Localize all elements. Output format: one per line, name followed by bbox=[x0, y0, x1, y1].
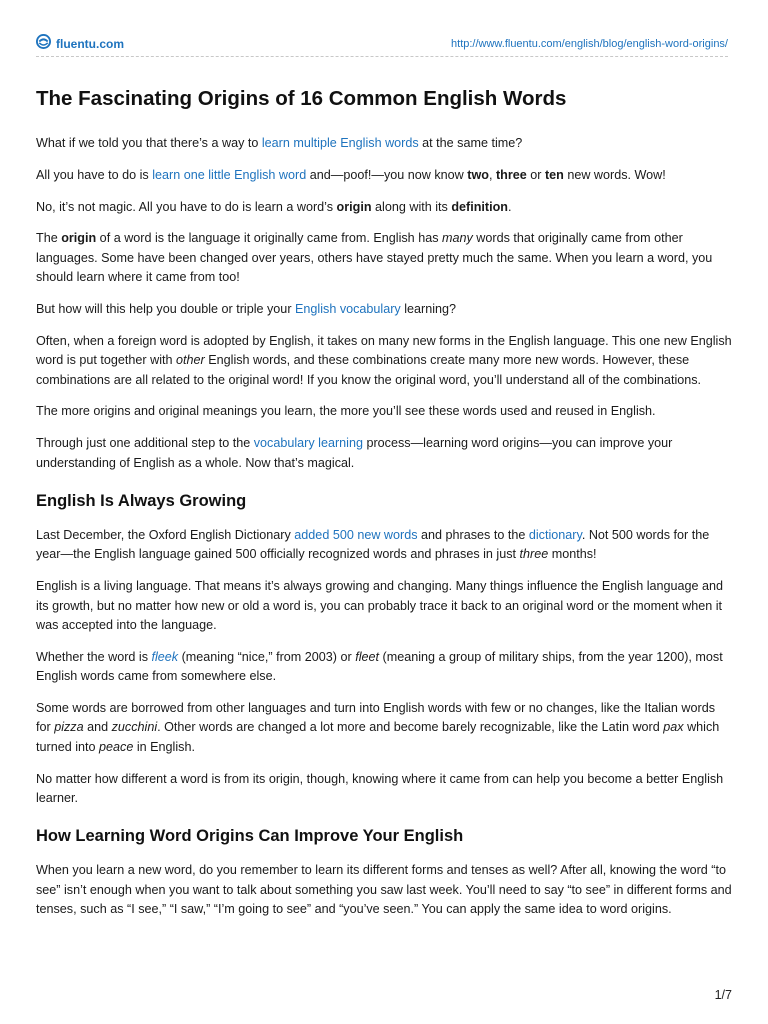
section1-paragraph-3 bbox=[36, 648, 732, 687]
text: in English. bbox=[133, 739, 195, 754]
added-500-words-link[interactable]: added 500 new words bbox=[294, 528, 418, 543]
text: and phrases to the bbox=[417, 528, 529, 543]
text: What if we told you that there’s a way to bbox=[36, 136, 262, 150]
text: or bbox=[526, 167, 545, 182]
learn-one-word-link[interactable]: learn one little English word bbox=[152, 167, 307, 182]
italic-fleet: fleet bbox=[355, 649, 380, 664]
text: of a word is the language it originally came from. English has bbox=[96, 231, 442, 246]
bold-definition: definition bbox=[451, 199, 509, 214]
bold-origin: origin bbox=[336, 199, 372, 214]
italic-zucchini: zucchini bbox=[111, 720, 158, 735]
page-url-link[interactable]: http://www.fluentu.com/english/blog/english-word-origins/ bbox=[451, 38, 728, 50]
text: No, it’s not magic. All you have to do is learn a word’s bbox=[36, 199, 337, 214]
article-title: The Fascinating Origins of 16 Common English Words bbox=[36, 87, 567, 110]
text: new words. Wow! bbox=[563, 167, 666, 182]
text: which turned into bbox=[36, 720, 720, 754]
fluentu-logo-icon bbox=[36, 34, 51, 54]
intro-paragraph-6 bbox=[36, 332, 732, 390]
vocabulary-learning-link[interactable]: vocabulary learning bbox=[253, 436, 363, 451]
section1-paragraph-1 bbox=[36, 526, 732, 565]
text: Last December, the Oxford English Dictionary bbox=[36, 528, 295, 543]
page-header bbox=[36, 34, 728, 54]
text: The bbox=[36, 231, 62, 246]
bold-three: three bbox=[495, 167, 527, 182]
bold-origin: origin bbox=[61, 231, 97, 246]
section-heading-growing: English Is Always Growing bbox=[36, 492, 247, 511]
italic-three: three bbox=[519, 547, 549, 562]
text: . bbox=[508, 199, 512, 214]
text: . Not 500 words for the year—the English language gained 500 officially recognized words and phrases in just bbox=[36, 528, 710, 562]
learn-multiple-words-link[interactable]: learn multiple English words bbox=[261, 136, 419, 150]
intro-paragraph-2 bbox=[36, 166, 732, 185]
text: All you have to do is bbox=[36, 167, 153, 182]
text: Through just one additional step to the bbox=[36, 436, 254, 451]
section1-paragraph-4 bbox=[36, 699, 732, 757]
text: (meaning a group of military ships, from the year 1200), most English words came from somewhere else. bbox=[36, 649, 723, 684]
section1-paragraph-2: English is a living language. That means it’s always growing and changing. Many things influence the English language and its growth, but no matter how new or old a word is, you can probably trace it back to an original word or the moment when it was accepted into the language. bbox=[36, 579, 724, 633]
dictionary-link[interactable]: dictionary bbox=[528, 528, 582, 543]
section-heading-improve: How Learning Word Origins Can Improve Your English bbox=[36, 827, 464, 846]
intro-paragraph-7: The more origins and original meanings you learn, the more you’ll see these words used and reused in English. bbox=[36, 404, 656, 419]
intro-paragraph-8 bbox=[36, 434, 732, 473]
text: words that originally came from other languages. Some have been changed over years, others have stayed pretty much the same. When you learn a word, you should learn where it came from too! bbox=[36, 231, 713, 285]
italic-peace: peace bbox=[99, 739, 134, 754]
text: Often, when a foreign word is adopted by English, it takes on many new forms in the English language. This one new English word is put together with bbox=[36, 333, 732, 368]
text: process—learning word origins—you can improve your understanding of English as a whole. Now that’s magical. bbox=[36, 436, 673, 470]
text: and bbox=[83, 720, 112, 735]
italic-other: other bbox=[176, 353, 205, 368]
italic-pax: pax bbox=[663, 720, 684, 735]
section2-paragraph-1: When you learn a new word, do you remember to learn its different forms and tenses as well? After all, knowing the word “to see” isn’t enough when you want to talk about something you saw last week. You’ll need to say “to see” in different forms and tenses, such as “I see,” “I saw,” “I’m going to see” and “you’ve seen.” You can apply the same idea to word origins. bbox=[36, 863, 732, 917]
text: . Other words are changed a lot more and become barely recognizable, like the Latin word bbox=[157, 720, 664, 735]
fleek-link[interactable]: fleek bbox=[151, 649, 179, 664]
text: Some words are borrowed from other languages and turn into English words with few or no changes, like the Italian words for bbox=[36, 701, 716, 735]
text: and—poof!—you now know bbox=[306, 167, 468, 182]
text: (meaning “nice,” from 2003) or bbox=[178, 649, 356, 664]
text: at the same time? bbox=[418, 136, 523, 150]
intro-paragraph-5 bbox=[36, 300, 732, 319]
text: along with its bbox=[371, 199, 452, 214]
text: English words, and these combinations create many more new words. However, these combinations are all related to the original word! If you know the original word, you’ll understand all of the combinations. bbox=[36, 353, 702, 387]
text: Whether the word is bbox=[36, 649, 152, 664]
italic-many: many bbox=[442, 231, 473, 246]
bold-two: two bbox=[467, 167, 489, 182]
intro-paragraph-4 bbox=[36, 229, 732, 287]
site-name: fluentu.com bbox=[56, 37, 124, 51]
article bbox=[36, 87, 732, 932]
page-number: 1/7 bbox=[714, 988, 732, 1002]
header-divider bbox=[36, 56, 728, 57]
text: learning? bbox=[400, 302, 457, 316]
intro-paragraph-1 bbox=[36, 134, 732, 153]
brand[interactable] bbox=[36, 34, 124, 54]
text: , bbox=[488, 167, 496, 182]
italic-pizza: pizza bbox=[54, 720, 84, 735]
text: But how will this help you double or triple your bbox=[36, 302, 296, 316]
bold-ten: ten bbox=[544, 167, 564, 182]
intro-paragraph-3 bbox=[36, 198, 732, 217]
section1-paragraph-5: No matter how different a word is from its origin, though, knowing where it came from can help you become a better English learner. bbox=[36, 771, 724, 806]
text: months! bbox=[548, 547, 597, 562]
english-vocabulary-link[interactable]: English vocabulary bbox=[295, 302, 401, 316]
